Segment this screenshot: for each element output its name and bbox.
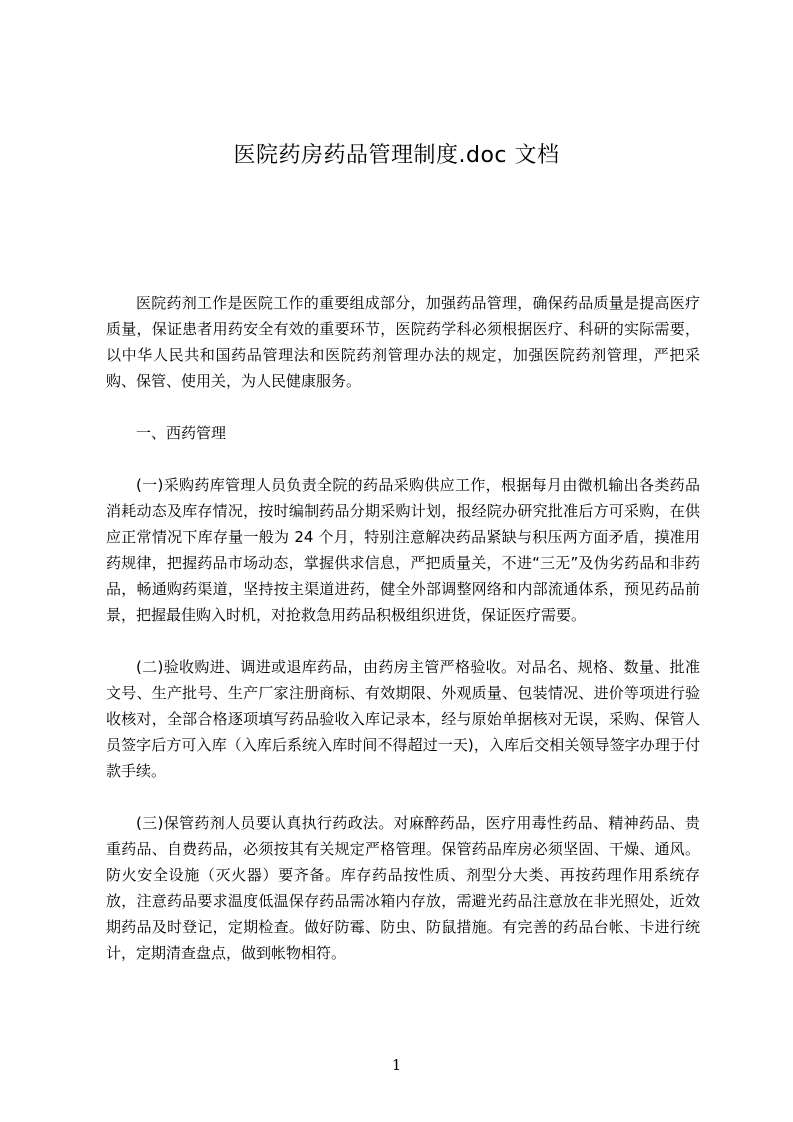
- section-heading: 一、西药管理: [136, 424, 227, 442]
- page-number: 1: [391, 1056, 402, 1074]
- intro-paragraph: 医院药剂工作是医院工作的重要组成部分，加强药品管理，确保药品质量是提高医疗质量，保证患者用药安全有效的重要环节，医院药学科必须根据医疗、科研的实际需要，以中华人民共和国药品管理法和医院药剂管理办法的规定，加强医院药剂管理，严把采购、保管、使用关，为人民健康服务。: [106, 294, 700, 390]
- item-paragraph-1: (一)采购药库管理人员负责全院的药品采购供应工作，根据每月由微机输出各类药品消耗动态及库存情况，按时编制药品分期采购计划，报经院办研究批准后方可采购，在供应正常情况下库存量一般为 24 个月，特别注意解决药品紧缺与积压两方面矛盾，摸准用药规律，把握药品市场动态，掌握供求信息，严把质量关，不进“三无”及伪劣药品和非药品，畅通购药渠道，坚持按主渠道进药，健全外部调整网络和内部流通体系，预见药品前景，把握最佳购入时机，对抢救急用药品积极组织进货，保证医疗需要。: [106, 476, 700, 624]
- item-paragraph-3: (三)保管药剂人员要认真执行药政法。对麻醉药品，医疗用毒性药品、精神药品、贵重药品、自费药品，必须按其有关规定严格管理。保管药品库房必须坚固、干燥、通风。防火安全设施（灭火器）要齐备。库存药品按性质、剂型分大类、再按药理作用系统存放，注意药品要求温度低温保存药品需冰箱内存放，需避光药品注意放在非光照处，近效期药品及时登记，定期检查。做好防霉、防虫、防鼠措施。有完善的药品台帐、卡进行统计，定期清查盘点，做到帐物相符。: [106, 814, 700, 962]
- document-title: 医院药房药品管理制度.doc 文档: [233, 143, 560, 168]
- document-body: [106, 290, 700, 992]
- item-paragraph-2: (二)验收购进、调进或退库药品，由药房主管严格验收。对品名、规格、数量、批准文号、生产批号、生产厂家注册商标、有效期限、外观质量、包装情况、进价等项进行验收核对，全部合格逐项填写药品验收入库记录本，经与原始单据核对无误，采购、保管人员签字后方可入库（入库后系统入库时间不得超过一天)，入库后交相关领导签字办理于付款手续。: [106, 658, 700, 780]
